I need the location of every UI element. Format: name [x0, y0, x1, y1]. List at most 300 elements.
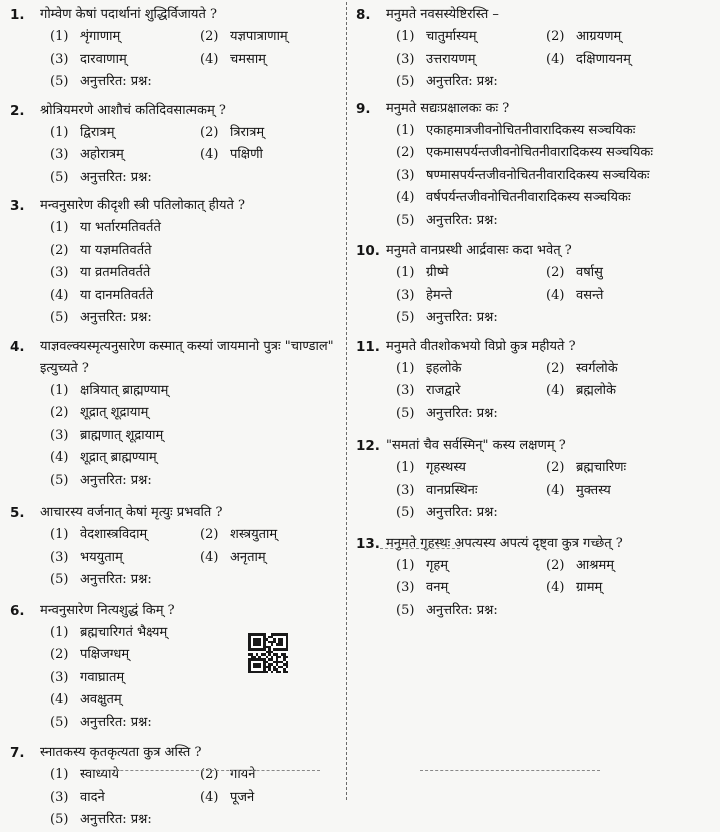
option-row — [396, 307, 708, 330]
qr-cell — [271, 643, 274, 646]
option — [200, 764, 255, 787]
option-number: (3) — [50, 265, 69, 280]
question-text: स्नातकस्य कृतकृत्यता कुत्र अस्ति ? — [40, 745, 202, 760]
option-text: आश्रमम् — [576, 557, 615, 573]
option — [50, 167, 200, 190]
question-line — [10, 336, 342, 380]
question-block — [356, 240, 708, 330]
qr-cell — [278, 656, 281, 659]
option-number: (3) — [396, 287, 415, 303]
option-row — [50, 26, 342, 49]
option-text: पूजने — [230, 789, 255, 805]
option-text: भययुताम् — [80, 549, 123, 565]
question-number: 2. — [10, 102, 25, 119]
option-text: चातुर्मास्यम् — [426, 29, 477, 44]
option — [50, 144, 200, 167]
option-row — [396, 403, 708, 426]
option-text: शूद्रात् ब्राह्मण्याम् — [80, 450, 157, 465]
option-number: (4) — [200, 51, 219, 67]
option-row — [50, 447, 342, 470]
option-number: (5) — [50, 812, 69, 827]
qr-cell — [278, 671, 281, 674]
option-row — [50, 71, 342, 94]
option — [50, 307, 200, 330]
question-line — [10, 100, 342, 122]
option — [50, 622, 200, 645]
option-text: अनुत्तरित: प्रश्न: — [80, 74, 152, 89]
option-row — [50, 217, 342, 240]
option-text: गृहस्थस्य — [426, 460, 466, 475]
option-row — [396, 358, 708, 381]
option-row — [396, 142, 708, 165]
qr-cell — [266, 671, 269, 674]
option — [50, 380, 200, 403]
options-list — [356, 120, 708, 233]
option-text: स्वाध्याये — [80, 767, 119, 782]
question-number: 10. — [356, 243, 380, 259]
question-text: "समतां चैव सर्वस्मिन्" कस्य लक्षणम् ? — [386, 438, 566, 453]
option-row — [50, 240, 342, 263]
option-number: (4) — [50, 287, 69, 303]
option — [50, 470, 200, 493]
option-text: या दानमतिवर्तते — [80, 287, 154, 303]
option-number: (3) — [396, 482, 415, 498]
option-number: (2) — [50, 242, 69, 258]
option — [50, 285, 200, 308]
option-number: (2) — [50, 647, 69, 662]
option-number: (4) — [200, 789, 219, 805]
option — [396, 262, 546, 285]
qr-cell — [281, 643, 284, 646]
option — [396, 71, 546, 94]
option-text: या भर्तारमतिवर्तते — [80, 220, 161, 235]
option — [396, 120, 708, 143]
question-text: मन्वनुसारेण नित्यशुद्धं किम् ? — [40, 602, 175, 618]
option-number: (2) — [396, 145, 415, 160]
option — [396, 26, 546, 49]
option-number: (4) — [546, 482, 565, 498]
option-number: (1) — [50, 624, 69, 640]
option-row — [396, 71, 708, 94]
option-row — [396, 555, 708, 578]
option-number: (1) — [396, 557, 415, 573]
option — [200, 524, 277, 547]
option-number: (5) — [50, 74, 69, 89]
option-text: ग्रीष्मे — [426, 265, 449, 280]
question-number: 3. — [10, 198, 25, 214]
question-block — [10, 742, 342, 832]
option-number: (3) — [396, 580, 415, 595]
qr-cell — [286, 666, 289, 669]
question-number: 12. — [356, 438, 380, 454]
option-number: (5) — [396, 74, 415, 89]
option-row — [50, 307, 342, 330]
option-text: वादने — [80, 789, 105, 805]
option-number: (5) — [50, 169, 69, 185]
question-number: 11. — [356, 338, 380, 355]
qr-cell — [258, 666, 261, 669]
option-number: (2) — [546, 460, 565, 475]
option-number: (1) — [396, 122, 415, 138]
option — [50, 569, 200, 592]
option — [396, 358, 546, 381]
option-row — [50, 470, 342, 493]
option — [546, 555, 614, 578]
options-list — [10, 26, 342, 94]
option-number: (1) — [50, 124, 69, 140]
option-text: अनुत्तरित: प्रश्न: — [426, 505, 498, 520]
options-list — [10, 524, 342, 592]
option-text: अनुत्तरित: प्रश्न: — [80, 812, 152, 827]
option-number: (4) — [50, 692, 69, 707]
option — [546, 480, 611, 503]
option-row — [50, 524, 342, 547]
option-text: अनुत्तरित: प्रश्न: — [80, 310, 152, 325]
option-text: त्रिरात्रम् — [230, 124, 265, 140]
option — [546, 457, 626, 480]
option — [396, 307, 546, 330]
question-block — [356, 533, 708, 623]
scan-artifact-line — [420, 770, 600, 771]
option-text: एकमासपर्यन्तजीवनोचितनीवारादिकस्य सञ्चयिकः — [426, 145, 654, 160]
option-row — [50, 689, 342, 712]
option-row — [396, 26, 708, 49]
option — [50, 26, 200, 49]
question-number: 7. — [10, 745, 25, 761]
option — [50, 71, 200, 94]
qr-code — [248, 633, 288, 673]
option-number: (1) — [50, 767, 69, 782]
option-row — [396, 457, 708, 480]
option-text: ब्राह्मणात् शूद्रायाम् — [80, 427, 164, 443]
option-number: (2) — [546, 265, 565, 280]
option-number: (3) — [50, 147, 69, 162]
question-line — [10, 4, 342, 26]
option-number: (2) — [546, 557, 565, 573]
option-number: (1) — [396, 29, 415, 44]
question-block — [356, 4, 708, 94]
option-text: अनुत्तरित: प्रश्न: — [426, 310, 498, 325]
options-list — [356, 26, 708, 94]
question-text: मनुमते सद्यःप्रक्षालकः कः ? — [386, 100, 510, 116]
option-row — [50, 122, 342, 145]
scan-artifact-line — [380, 548, 460, 549]
option-text: ग्रामम् — [576, 580, 603, 595]
option — [50, 689, 200, 712]
option-row — [50, 425, 342, 448]
question-text: मनुमते गृहस्थः अपत्यस्य अपत्यं दृष्ट्वा कुत्र गच्छेत् ? — [386, 535, 623, 551]
option — [396, 600, 546, 623]
option-text: अनुत्तरित: प्रश्न: — [80, 572, 152, 587]
option-text: गवाघ्रातम् — [80, 669, 125, 685]
option-text: राजद्वारे — [426, 383, 461, 398]
option — [396, 380, 546, 403]
qr-cell — [258, 643, 261, 646]
option-row — [50, 402, 342, 425]
options-list — [356, 457, 708, 525]
option-number: (3) — [50, 427, 69, 443]
question-block — [10, 502, 342, 592]
option-number: (1) — [50, 382, 69, 398]
option-number: (3) — [396, 383, 415, 398]
question-block — [10, 336, 342, 493]
column-divider — [346, 2, 347, 800]
question-text: मनुमते नवसस्येष्टिरस्ति – — [386, 7, 499, 22]
option — [546, 285, 603, 308]
option-text: ब्रह्मचारिगतं भैक्ष्यम् — [80, 624, 168, 640]
option-text: या यज्ञमतिवर्तते — [80, 242, 152, 258]
option — [396, 210, 546, 233]
options-list — [10, 217, 342, 330]
right-column — [356, 4, 708, 622]
question-block — [356, 336, 708, 426]
option-text: द्विरात्रम् — [80, 124, 115, 140]
option-number: (4) — [546, 287, 565, 303]
option-row — [50, 644, 342, 667]
option-row — [50, 262, 342, 285]
options-list — [356, 358, 708, 426]
question-block — [10, 195, 342, 330]
option-number: (2) — [546, 360, 565, 376]
option — [396, 165, 708, 188]
option-text: यज्ञपात्राणाम् — [230, 29, 288, 44]
option — [50, 764, 200, 787]
scan-artifact-line — [90, 770, 320, 771]
question-line — [10, 742, 342, 764]
option-row — [396, 380, 708, 403]
option-number: (1) — [396, 360, 415, 376]
option-number: (2) — [200, 527, 219, 542]
option-row — [50, 144, 342, 167]
option-number: (5) — [50, 714, 69, 730]
option — [546, 262, 603, 285]
option-text: क्षत्रियात् ब्राह्मण्याम् — [80, 382, 169, 398]
option-number: (2) — [50, 405, 69, 420]
option-number: (5) — [50, 310, 69, 325]
option — [396, 555, 546, 578]
option-number: (4) — [396, 190, 415, 205]
option-row — [50, 787, 342, 810]
question-number: 13. — [356, 535, 380, 552]
option-number: (3) — [396, 51, 415, 67]
option — [546, 358, 618, 381]
option — [50, 667, 200, 690]
option — [396, 502, 546, 525]
option-row — [50, 569, 342, 592]
option-text: अवक्षुतम् — [80, 692, 122, 707]
option-text: एकाहमात्रजीवनोचितनीवारादिकस्य सञ्चयिकः — [426, 122, 636, 138]
option-text: दक्षिणायनम् — [576, 51, 631, 67]
option-text: वर्षपर्यन्तजीवनोचितनीवारादिकस्य सञ्चयिकः — [426, 190, 631, 205]
option-text: अनुत्तरित: प्रश्न: — [80, 472, 152, 488]
option-number: (4) — [546, 580, 565, 595]
option-number: (2) — [200, 29, 219, 44]
question-number: 4. — [10, 338, 25, 355]
option — [50, 49, 200, 72]
option-text: या व्रतमतिवर्तते — [80, 265, 151, 280]
option-number: (5) — [396, 405, 415, 421]
question-block — [356, 98, 708, 233]
question-line — [356, 435, 708, 457]
option-number: (1) — [396, 265, 415, 280]
question-number: 5. — [10, 505, 25, 521]
option — [200, 144, 263, 167]
question-text: श्रोत्रियमरणे आशौचं कतिदिवसात्मकम् ? — [40, 102, 226, 118]
option-text: अहोरात्रम् — [80, 147, 124, 162]
option-number: (1) — [50, 29, 69, 44]
option — [546, 380, 616, 403]
question-line — [356, 336, 708, 358]
option — [396, 457, 546, 480]
qr-cell — [286, 648, 289, 651]
option-row — [50, 285, 342, 308]
option-number: (5) — [396, 212, 415, 228]
option — [396, 187, 708, 210]
option-text: वेदशास्त्रविदाम् — [80, 527, 148, 542]
option — [50, 240, 200, 263]
option-text: वसन्ते — [576, 287, 604, 303]
options-list — [356, 555, 708, 623]
question-line — [356, 533, 708, 555]
option-text: अनुत्तरित: प्रश्न: — [426, 405, 498, 421]
qr-cell — [271, 671, 274, 674]
option-text: शृंगाणाम् — [80, 29, 121, 44]
option-text: गृहम् — [426, 557, 448, 573]
option-text: पक्षिणी — [230, 147, 263, 162]
option-text: ब्रह्मचारिणः — [576, 460, 627, 475]
option-text: हेमन्ते — [426, 287, 453, 303]
question-text: याज्ञवल्क्यस्मृत्यनुसारेण कस्मात् कस्यां जायमानो पुत्रः "चाण्डाल" इत्युच्यते ? — [40, 338, 334, 376]
left-column — [10, 4, 342, 832]
option-number: (4) — [546, 51, 565, 67]
option — [50, 524, 200, 547]
option-text: गायने — [230, 767, 256, 782]
option-row — [50, 809, 342, 832]
option-row — [396, 187, 708, 210]
option-row — [396, 502, 708, 525]
option-text: अनुत्तरित: प्रश्न: — [80, 714, 152, 730]
option-text: दारवाणाम् — [80, 51, 127, 67]
option — [396, 403, 546, 426]
option-row — [396, 600, 708, 623]
question-number: 9. — [356, 100, 371, 117]
option — [50, 787, 200, 810]
option-text: मुक्तस्य — [576, 482, 611, 498]
option-number: (5) — [396, 505, 415, 520]
question-number: 1. — [10, 7, 25, 23]
option-row — [50, 667, 342, 690]
option — [50, 547, 200, 570]
option-text: वनम् — [426, 580, 449, 595]
option — [200, 26, 288, 49]
option-row — [396, 120, 708, 143]
option-row — [50, 547, 342, 570]
option-row — [50, 712, 342, 735]
options-list — [10, 380, 342, 493]
question-line — [356, 240, 708, 262]
option-row — [396, 480, 708, 503]
option-number: (5) — [50, 572, 69, 587]
option-text: ब्रह्मलोके — [576, 383, 617, 398]
option-row — [50, 764, 342, 787]
option-row — [50, 622, 342, 645]
question-number: 6. — [10, 602, 25, 619]
option-row — [50, 49, 342, 72]
qr-cell — [286, 656, 289, 659]
option — [546, 26, 621, 49]
option — [50, 425, 200, 448]
option-row — [50, 380, 342, 403]
options-list — [10, 622, 342, 735]
question-block — [356, 435, 708, 525]
option-number: (3) — [396, 167, 415, 183]
question-block — [10, 600, 342, 735]
option — [396, 480, 546, 503]
option — [396, 577, 546, 600]
question-line — [10, 195, 342, 217]
option — [50, 809, 200, 832]
option-text: इहलोके — [426, 360, 462, 376]
option — [200, 49, 266, 72]
option-number: (1) — [50, 527, 69, 542]
option-row — [396, 577, 708, 600]
question-line — [10, 600, 342, 622]
option-number: (2) — [200, 124, 219, 140]
option — [200, 787, 254, 810]
option-row — [396, 210, 708, 233]
option — [546, 49, 631, 72]
option — [50, 262, 200, 285]
option-number: (5) — [396, 602, 415, 618]
option-text: पक्षिजग्धम् — [80, 647, 130, 662]
option — [200, 547, 266, 570]
option-number: (1) — [396, 460, 415, 475]
option-number: (5) — [50, 472, 69, 488]
option-text: षण्मासपर्यन्तजीवनोचितनीवारादिकस्य सञ्चयिकः — [426, 167, 650, 183]
option-text: स्वर्गलोके — [576, 360, 618, 376]
option-number: (2) — [546, 29, 565, 44]
option-text: अनुत्तरित: प्रश्न: — [426, 602, 498, 618]
option — [396, 142, 708, 165]
option-number: (3) — [50, 669, 69, 685]
option-text: अनुत्तरित: प्रश्न: — [80, 169, 152, 185]
option-text: अनुत्तरित: प्रश्न: — [426, 74, 498, 89]
option-text: आग्रयणम् — [576, 29, 622, 44]
option-text: शस्त्रयुताम् — [230, 527, 278, 542]
option-row — [50, 167, 342, 190]
option-text: वर्षासु — [576, 265, 603, 280]
question-text: गोम्वेण केषां पदार्थानां शुद्धिर्विजायते ? — [40, 7, 217, 22]
question-text: आचारस्य वर्जनात् केषां मृत्युः प्रभवति ? — [40, 505, 223, 520]
option — [50, 712, 200, 735]
question-text: मन्वनुसारेण कीदृशी स्त्री पतिलोकात् हीयते ? — [40, 198, 245, 213]
option — [200, 122, 264, 145]
options-list — [356, 262, 708, 330]
option — [396, 49, 546, 72]
option-number: (2) — [200, 767, 219, 782]
option — [546, 577, 602, 600]
option-number: (4) — [200, 549, 219, 565]
question-block — [10, 4, 342, 94]
option-text: उत्तरायणम् — [426, 51, 476, 67]
question-text: मनुमते वानप्रस्थी आर्द्रवासः कदा भवेत् ? — [386, 243, 572, 258]
option — [50, 217, 200, 240]
option-number: (1) — [50, 220, 69, 235]
option-row — [396, 262, 708, 285]
option — [50, 122, 200, 145]
option-number: (4) — [50, 450, 69, 465]
option — [50, 447, 200, 470]
